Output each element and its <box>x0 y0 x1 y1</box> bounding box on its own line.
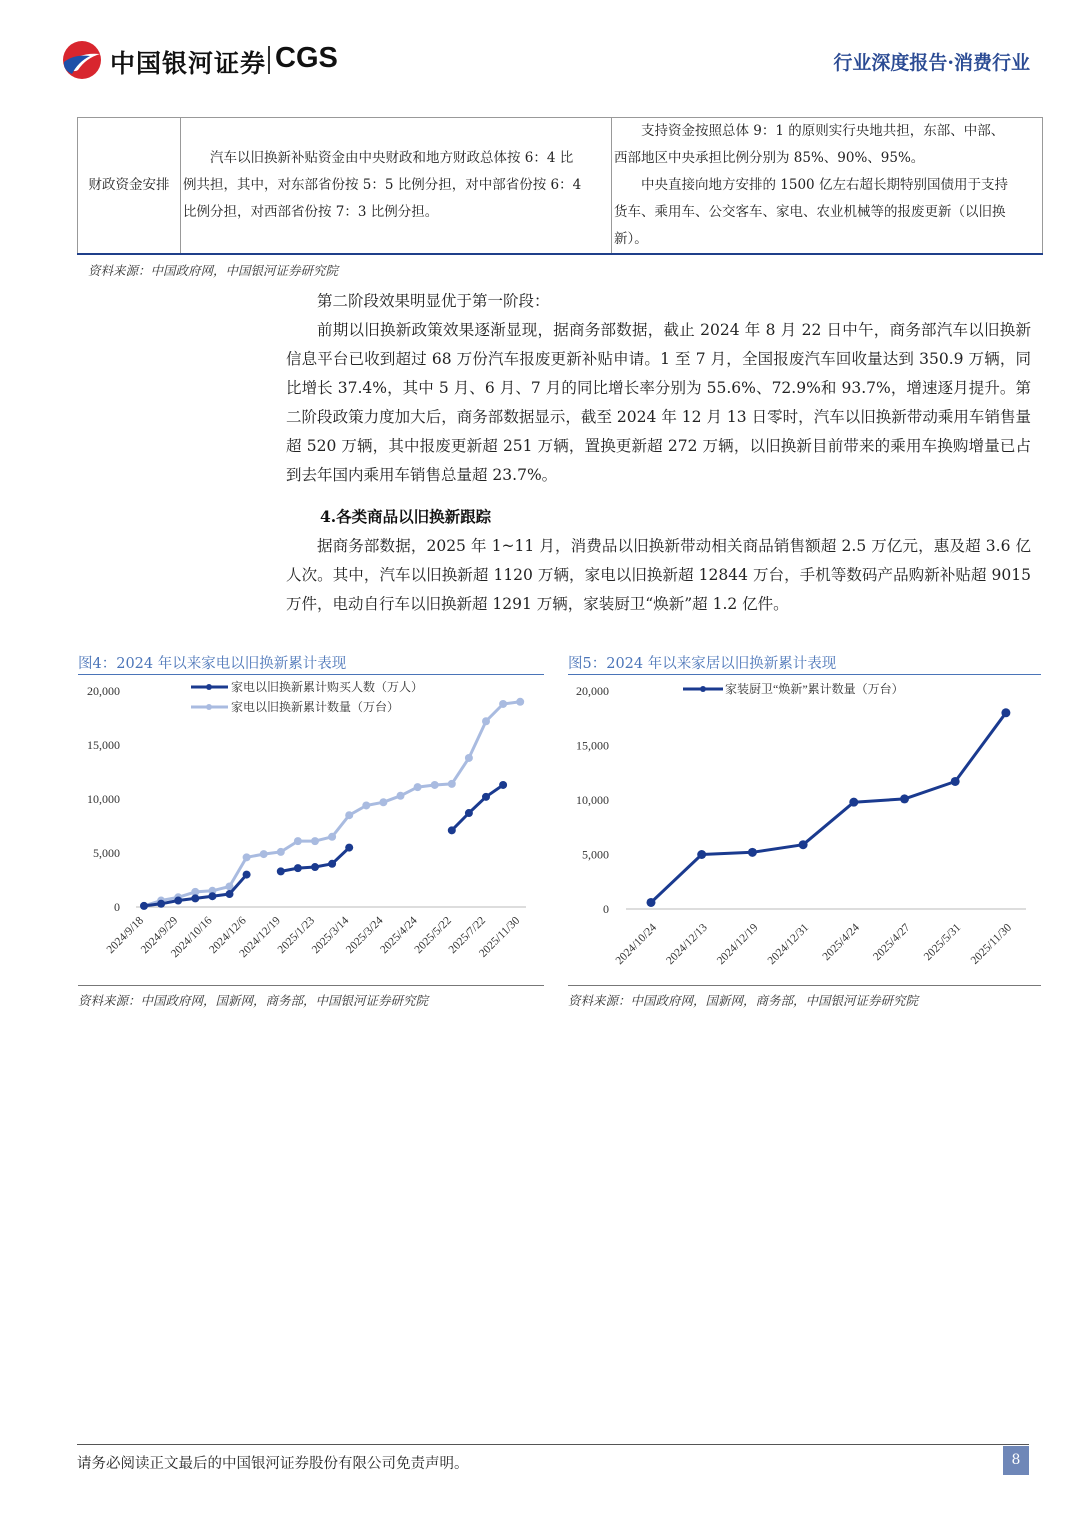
y-tick-label: 20,000 <box>576 684 609 698</box>
data-point <box>1001 708 1010 717</box>
x-tick-label: 2025/5/31 <box>921 921 964 964</box>
data-point <box>448 826 456 834</box>
data-point <box>328 860 336 868</box>
x-tick-label: 2024/12/31 <box>765 921 812 968</box>
cell-line: 中央直接向地方安排的 1500 亿左右超长期特别国债用于支持 <box>641 177 1008 193</box>
x-tick-label: 2024/12/6 <box>207 914 249 957</box>
x-tick-label: 2025/11/30 <box>968 921 1015 967</box>
data-point <box>482 793 490 801</box>
data-point <box>647 898 656 907</box>
legend-label: 家电以旧换新累计购买人数（万人） <box>231 680 424 694</box>
x-tick-label: 2024/9/18 <box>104 914 147 957</box>
data-point <box>277 867 285 875</box>
data-point <box>748 848 757 857</box>
y-tick-label: 10,000 <box>87 792 120 806</box>
series-line <box>452 785 503 830</box>
data-point <box>277 848 285 856</box>
data-point <box>208 892 216 900</box>
cell-line: 货车、乘用车、公交客车、家电、农业机械等的报废更新（以旧换 <box>614 204 1006 220</box>
x-tick-label: 2024/10/24 <box>613 921 660 968</box>
x-tick-label: 2025/3/14 <box>309 914 352 957</box>
series-line <box>651 713 1006 903</box>
data-point <box>431 781 439 789</box>
cell-line: 比例分担，对西部省份按 7：3 比例分担。 <box>183 204 439 220</box>
figure-5-bottom-rule <box>568 985 1041 986</box>
cell-line: 支持资金按照总体 9：1 的原则实行央地共担，东部、中部、 <box>641 123 1005 139</box>
data-point <box>799 840 808 849</box>
legend-label: 家电以旧换新累计数量（万台） <box>231 700 400 714</box>
data-point <box>191 894 199 902</box>
figure-4-bottom-rule <box>78 985 544 986</box>
page-header <box>60 38 1030 84</box>
data-point <box>226 890 234 898</box>
table-row <box>78 118 1043 255</box>
data-point <box>414 783 422 791</box>
data-point <box>482 717 490 725</box>
paragraph-auto-trade-in: 前期以旧换新政策效果逐渐显现，据商务部数据，截止 2024 年 8 月 22 日中午，商务部汽车以旧换新信息平台已收到超过 68 万份汽车报废更新补贴申请。1 至 7 月，全国报废汽车回收量达到 350.9 万辆，同比增长 37.4%，其中 5 月、6 月、7 月的同比增长率分别为 55.6%、72.9%和 93.7%，增速逐月提升。第二阶段政策力度加大后，商务部数据显示，截至 2024 年 12 月 13 日零时，汽车以旧换新带动乘用车销售量超 520 万辆，其中报废更新超 251 万辆，置换更新超 272 万辆，以旧换新目前带来的乘用车换购增量已占到去年国内乘用车销售总量超 23.7%。 <box>286 321 1031 484</box>
data-point <box>900 794 909 803</box>
figure-4-chart <box>78 676 544 984</box>
y-tick-label: 0 <box>603 902 609 916</box>
figure-4-top-rule <box>78 674 544 675</box>
data-point <box>294 837 302 845</box>
paragraph-goods-tracking: 据商务部数据，2025 年 1~11 月，消费品以旧换新带动相关商品销售额超 2.5 万亿元，惠及超 3.6 亿人次。其中，汽车以旧换新超 1120 万辆，家电以旧换新超 12844 万台，手机等数码产品购新补贴超 9015 万件，电动自行车以旧换新超 1291 万辆，家装厨卫“焕新”超 1.2 亿件。 <box>286 537 1031 613</box>
x-tick-label: 2024/12/13 <box>664 921 710 968</box>
cell-line: 例共担，其中，对东部省份按 5：5 比例分担，对中部省份按 6：4 <box>183 177 582 193</box>
data-point <box>697 850 706 859</box>
stage-intro-text: 第二阶段效果明显优于第一阶段： <box>317 292 550 310</box>
data-point <box>345 811 353 819</box>
y-tick-label: 10,000 <box>576 793 609 807</box>
data-point <box>499 781 507 789</box>
footer-disclaimer: 请务必阅读正文最后的中国银河证券股份有限公司免责声明。 <box>77 1456 469 1472</box>
cell-line: 西部地区中央承担比例分别为 85%、90%、95%。 <box>614 150 925 166</box>
figure-5-top-rule <box>568 674 1041 675</box>
data-point <box>362 801 370 809</box>
cell-line: 新）。 <box>614 231 648 247</box>
x-tick-label: 2025/11/30 <box>477 914 523 960</box>
x-tick-label: 2024/10/16 <box>168 914 215 961</box>
data-point <box>951 777 960 786</box>
x-tick-label: 2024/12/19 <box>714 921 761 968</box>
data-point <box>243 853 251 861</box>
x-tick-label: 2025/4/24 <box>820 921 862 964</box>
table-cell-fund-sharing <box>612 118 1043 255</box>
x-tick-label: 2024/9/29 <box>138 914 181 957</box>
data-point <box>157 900 165 908</box>
data-point <box>174 897 182 905</box>
y-tick-label: 5,000 <box>93 846 120 860</box>
footer-rule <box>77 1444 1029 1445</box>
legend-label: 家装厨卫“焕新”累计数量（万台） <box>725 682 904 696</box>
data-point <box>311 837 319 845</box>
logo-divider <box>268 46 270 74</box>
data-point <box>397 792 405 800</box>
policy-table <box>77 117 1043 255</box>
data-point <box>243 871 251 879</box>
y-tick-label: 15,000 <box>576 738 609 753</box>
section-heading: 4.各类商品以旧换新跟踪 <box>320 507 492 526</box>
data-point <box>465 754 473 762</box>
report-type: 行业深度报告·消费行业 <box>833 52 1030 74</box>
y-tick-label: 20,000 <box>87 684 120 698</box>
data-point <box>294 864 302 872</box>
x-tick-label: 2025/5/22 <box>412 914 454 957</box>
y-tick-label: 5,000 <box>582 847 609 862</box>
x-tick-label: 2025/3/24 <box>344 914 386 957</box>
x-tick-label: 2025/7/22 <box>446 914 489 957</box>
cell-line: 汽车以旧换新补贴资金由中央财政和地方财政总体按 6：4 比 <box>210 150 574 166</box>
data-point <box>311 863 319 871</box>
figure-5-source: 资料来源：中国政府网，国新网，商务部，中国银河证券研究院 <box>568 993 919 1008</box>
x-tick-label: 2025/4/24 <box>378 914 420 957</box>
figure-5-chart <box>568 676 1041 984</box>
data-point <box>345 844 353 852</box>
figure-5-title: 图5：2024 年以来家居以旧换新累计表现 <box>568 656 837 672</box>
figure-4-title: 图4：2024 年以来家电以旧换新累计表现 <box>78 656 347 672</box>
data-point <box>260 850 268 858</box>
figure-4-source: 资料来源：中国政府网，国新网，商务部，中国银河证券研究院 <box>78 993 429 1008</box>
data-point <box>499 700 507 708</box>
y-tick-label: 0 <box>114 900 120 914</box>
data-point <box>465 809 473 817</box>
data-point <box>328 833 336 841</box>
data-point <box>849 798 858 807</box>
logo-name: 中国银河证券 <box>110 49 267 78</box>
x-tick-label: 2024/12/19 <box>237 914 283 961</box>
table-row-label: 财政资金安排 <box>78 118 181 255</box>
table-source: 资料来源：中国政府网，中国银河证券研究院 <box>88 263 339 278</box>
cgs-logo-icon <box>60 40 104 80</box>
x-tick-label: 2025/4/27 <box>871 921 913 964</box>
data-point <box>379 798 387 806</box>
logo-abbr: CGS <box>275 42 338 74</box>
x-tick-label: 2025/1/23 <box>275 914 318 957</box>
stage-intro <box>286 287 1031 316</box>
data-point <box>516 698 524 706</box>
y-tick-label: 15,000 <box>87 738 120 752</box>
data-point <box>448 780 456 788</box>
data-point <box>140 902 148 910</box>
page-number: 8 <box>1003 1446 1029 1475</box>
series-line <box>144 702 520 906</box>
table-cell-auto-subsidy <box>181 118 612 255</box>
